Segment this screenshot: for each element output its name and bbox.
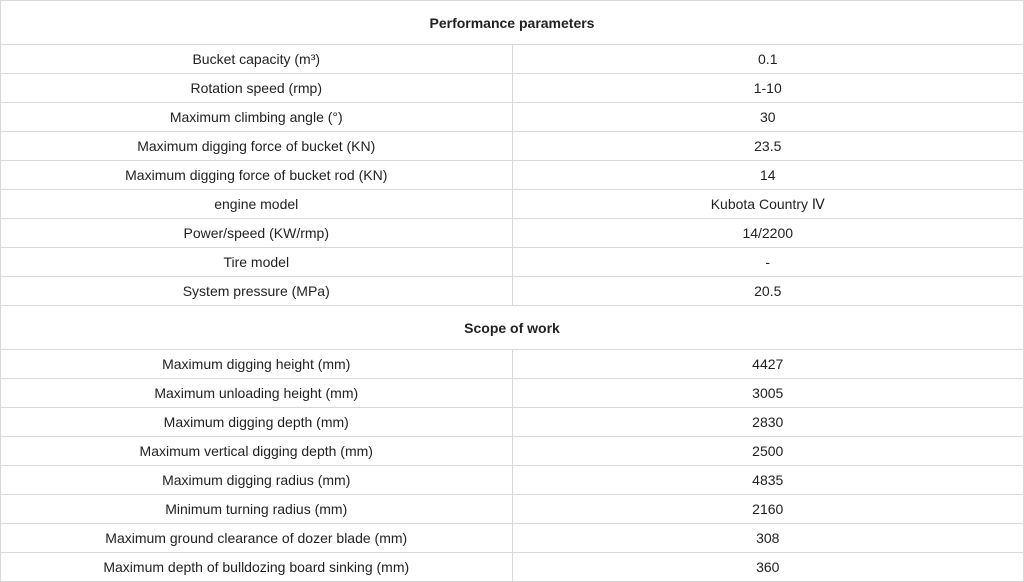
param-label: Maximum climbing angle (°) bbox=[1, 103, 513, 132]
param-value: 308 bbox=[512, 524, 1024, 553]
param-value: 1-10 bbox=[512, 74, 1024, 103]
table-row bbox=[1, 248, 1024, 277]
table-row bbox=[1, 495, 1024, 524]
param-label: Maximum ground clearance of dozer blade (mm) bbox=[1, 524, 513, 553]
table-row bbox=[1, 437, 1024, 466]
param-value: 30 bbox=[512, 103, 1024, 132]
param-value: 360 bbox=[512, 553, 1024, 582]
param-label: Maximum unloading height (mm) bbox=[1, 379, 513, 408]
section-title-performance: Performance parameters bbox=[1, 1, 1024, 45]
param-label: Bucket capacity (m³) bbox=[1, 45, 513, 74]
param-label: Power/speed (KW/rmp) bbox=[1, 219, 513, 248]
param-label: Minimum turning radius (mm) bbox=[1, 495, 513, 524]
param-label: Maximum digging force of bucket rod (KN) bbox=[1, 161, 513, 190]
param-label: Maximum digging height (mm) bbox=[1, 350, 513, 379]
table-row bbox=[1, 466, 1024, 495]
section-header-row bbox=[1, 1, 1024, 45]
param-value: 23.5 bbox=[512, 132, 1024, 161]
table-row bbox=[1, 219, 1024, 248]
param-label: Maximum digging radius (mm) bbox=[1, 466, 513, 495]
spec-table-body bbox=[1, 1, 1024, 582]
table-row bbox=[1, 74, 1024, 103]
table-row bbox=[1, 350, 1024, 379]
table-row bbox=[1, 408, 1024, 437]
param-label: Maximum digging force of bucket (KN) bbox=[1, 132, 513, 161]
param-value: 2830 bbox=[512, 408, 1024, 437]
param-value: 14/2200 bbox=[512, 219, 1024, 248]
param-value: 0.1 bbox=[512, 45, 1024, 74]
param-value: 14 bbox=[512, 161, 1024, 190]
param-label: System pressure (MPa) bbox=[1, 277, 513, 306]
param-value: 3005 bbox=[512, 379, 1024, 408]
param-label: Maximum digging depth (mm) bbox=[1, 408, 513, 437]
section-header-row bbox=[1, 306, 1024, 350]
param-value: 2500 bbox=[512, 437, 1024, 466]
table-row bbox=[1, 379, 1024, 408]
param-value: - bbox=[512, 248, 1024, 277]
param-value: Kubota Country Ⅳ bbox=[512, 190, 1024, 219]
table-row bbox=[1, 553, 1024, 582]
table-row bbox=[1, 161, 1024, 190]
table-row bbox=[1, 132, 1024, 161]
table-row bbox=[1, 103, 1024, 132]
param-label: Rotation speed (rmp) bbox=[1, 74, 513, 103]
param-label: Maximum depth of bulldozing board sinking (mm) bbox=[1, 553, 513, 582]
param-label: Maximum vertical digging depth (mm) bbox=[1, 437, 513, 466]
table-row bbox=[1, 524, 1024, 553]
table-row bbox=[1, 277, 1024, 306]
param-label: engine model bbox=[1, 190, 513, 219]
param-value: 20.5 bbox=[512, 277, 1024, 306]
param-value: 4427 bbox=[512, 350, 1024, 379]
table-row bbox=[1, 45, 1024, 74]
param-value: 2160 bbox=[512, 495, 1024, 524]
param-value: 4835 bbox=[512, 466, 1024, 495]
table-row bbox=[1, 190, 1024, 219]
section-title-scope: Scope of work bbox=[1, 306, 1024, 350]
param-label: Tire model bbox=[1, 248, 513, 277]
